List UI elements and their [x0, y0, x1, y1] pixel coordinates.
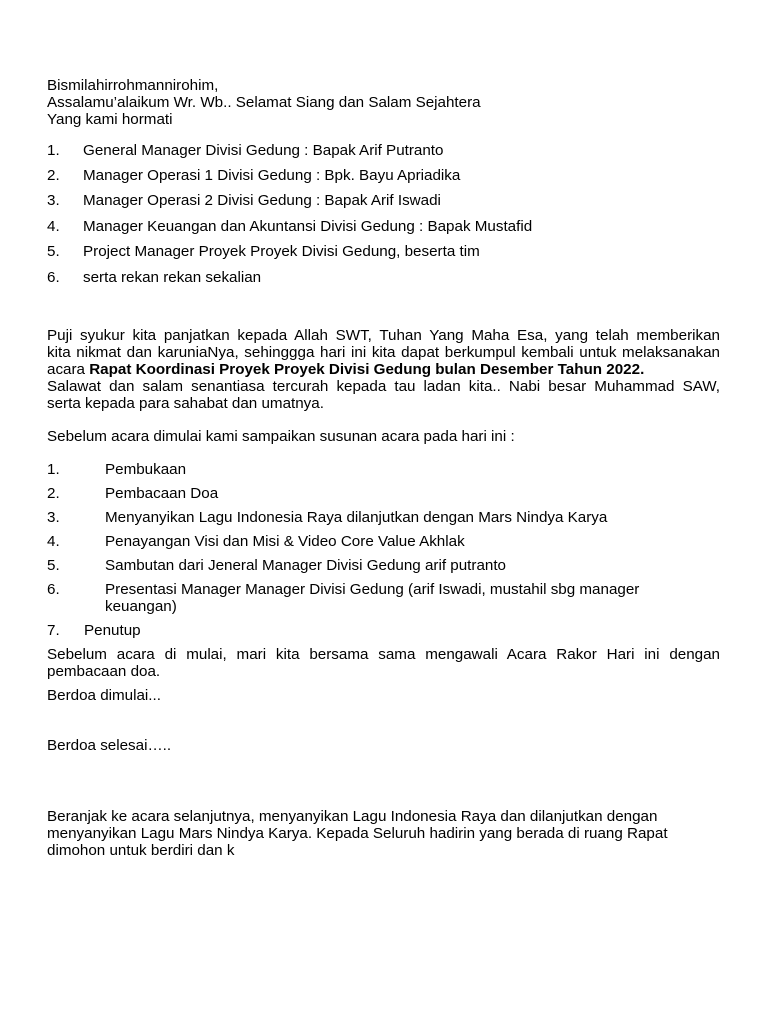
agenda-text: Presentasi Manager Manager Divisi Gedung (arif Iswadi, mustahil sbg manager — [105, 581, 640, 598]
honoree-number: 6. — [47, 269, 60, 286]
agenda-text: Menyanyikan Lagu Indonesia Raya dilanjutkan dengan Mars Nindya Karya — [105, 509, 608, 526]
agenda-number: 4. — [47, 533, 60, 550]
honoree-number: 2. — [47, 167, 60, 184]
honoree-number: 3. — [47, 192, 60, 209]
agenda-text: Sambutan dari Jeneral Manager Divisi Gedung arif putranto — [105, 557, 507, 574]
agenda-text: Penayangan Visi dan Misi & Video Core Value Akhlak — [105, 533, 465, 550]
agenda-text: Pembacaan Doa — [105, 485, 219, 502]
greeting-line-3: Yang kami hormati — [47, 111, 173, 128]
honoree-text: General Manager Divisi Gedung : Bapak Arif Putranto — [83, 142, 444, 159]
closing-line: Beranjak ke acara selanjutnya, menyanyikan Lagu Indonesia Raya dan dilanjutkan dengan — [47, 808, 658, 825]
honoree-text: Manager Keuangan dan Akuntansi Divisi Gedung : Bapak Mustafid — [83, 218, 533, 235]
intro-event-prefix: acara — [47, 361, 90, 378]
honoree-number: 4. — [47, 218, 60, 235]
intro-line-event — [47, 361, 720, 378]
agenda-text: Pembukaan — [105, 461, 187, 478]
prayer-line: pembacaan doa. — [47, 663, 161, 680]
honoree-text: Manager Operasi 1 Divisi Gedung : Bpk. Bayu Apriadika — [83, 167, 461, 184]
intro-paragraph — [47, 327, 720, 412]
event-title: Rapat Koordinasi Proyek Proyek Divisi Gedung bulan Desember Tahun 2022 — [89, 361, 641, 378]
greeting-line-1: Bismilahirrohmannirohim, — [47, 77, 219, 94]
agenda-number: 6. — [47, 581, 60, 598]
prayer-end — [47, 737, 720, 754]
prayer-start — [47, 687, 720, 704]
event-title-period: . — [640, 361, 645, 378]
agenda-intro-text: Sebelum acara dimulai kami sampaikan susunan acara pada hari ini : — [47, 428, 515, 445]
honoree-text: Manager Operasi 2 Divisi Gedung : Bapak Arif Iswadi — [83, 192, 441, 209]
intro-line: serta kepada para sahabat dan umatnya. — [47, 395, 324, 412]
closing-paragraph — [47, 808, 720, 859]
prayer-line: Sebelum acara di mulai, mari kita bersama sama mengawali Acara Rakor Hari ini dengan — [47, 646, 720, 663]
agenda-number: 5. — [47, 557, 60, 574]
greeting — [47, 77, 720, 128]
agenda-text-continued: keuangan) — [105, 598, 177, 615]
agenda-number: 2. — [47, 485, 60, 502]
agenda-intro — [47, 428, 720, 445]
agenda-number: 7. — [47, 622, 60, 639]
intro-line: Salawat dan salam senantiasa tercurah kepada tau ladan kita.. Nabi besar Muhammad SAW, — [47, 378, 720, 395]
honoree-number: 5. — [47, 243, 60, 260]
agenda-number: 1. — [47, 461, 60, 478]
prayer-start-text: Berdoa dimulai... — [47, 687, 161, 704]
closing-line: dimohon untuk berdiri dan k — [47, 842, 235, 859]
honoree-number: 1. — [47, 142, 60, 159]
closing-line: menyanyikan Lagu Mars Nindya Karya. Kepada Seluruh hadirin yang berada di ruang Rapat — [47, 825, 668, 842]
intro-line: Puji syukur kita panjatkan kepada Allah SWT, Tuhan Yang Maha Esa, yang telah memberikan — [47, 327, 720, 344]
prayer-paragraph — [47, 646, 720, 680]
honoree-text: Project Manager Proyek Proyek Divisi Gedung, beserta tim — [83, 243, 480, 260]
prayer-end-text: Berdoa selesai….. — [47, 737, 172, 754]
honoree-text: serta rekan rekan sekalian — [83, 269, 262, 286]
intro-line: kita nikmat dan karuniaNya, sehinggga hari ini kita dapat berkumpul kembali untuk melaksanakan — [47, 344, 720, 361]
greeting-line-2: Assalamu’alaikum Wr. Wb.. Selamat Siang dan Salam Sejahtera — [47, 94, 481, 111]
agenda-text: Penutup — [84, 622, 141, 639]
agenda-number: 3. — [47, 509, 60, 526]
